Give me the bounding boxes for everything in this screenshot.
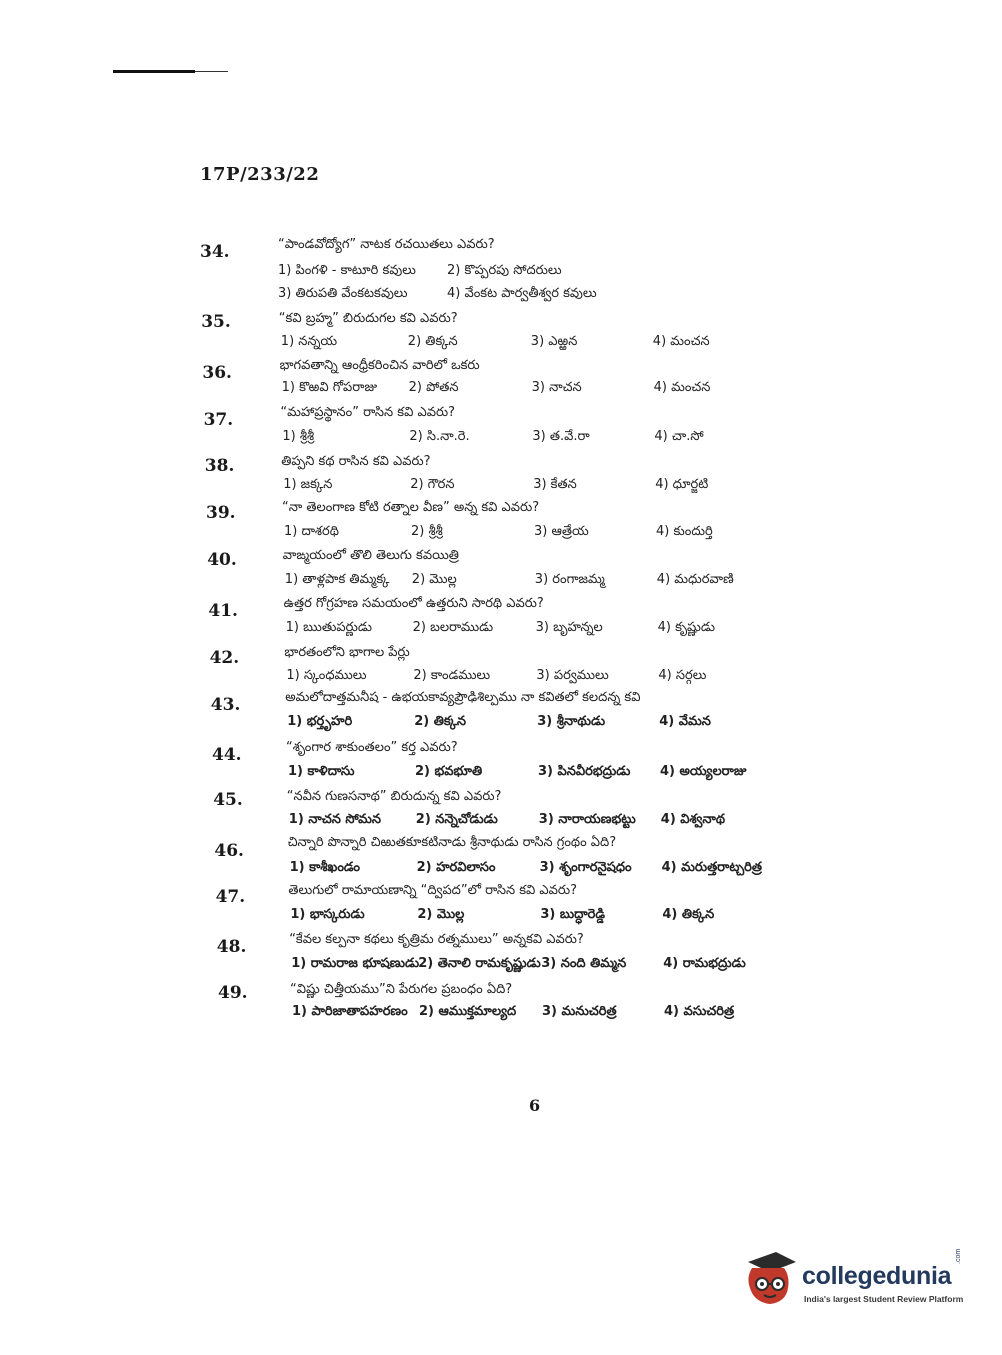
answer-option: 1) దాశరథి xyxy=(284,524,339,539)
answer-option: 2) సి.నా.రె. xyxy=(409,429,470,444)
question-number: 42. xyxy=(209,648,240,668)
answer-option: 2) మొల్ల xyxy=(411,572,457,587)
answer-option: 4) కుందుర్తి xyxy=(656,524,713,539)
answer-option: 2) మొల్ల xyxy=(417,907,465,922)
answer-option: 3) శృంగారనైషధం xyxy=(539,860,632,875)
answer-option: 3) రంగాజమ్మ xyxy=(534,572,605,587)
answer-option: 4) మధురవాణి xyxy=(656,572,734,587)
answer-option: 3) త.వే.రా xyxy=(532,429,590,444)
answer-option: 3) బృహన్నల xyxy=(535,620,603,635)
question-text: చిన్నారి పొన్నారి చిఱుతకూకటినాడు శ్రీనాథుడు రాసిన గ్రంథం ఏది? xyxy=(287,835,617,850)
answer-option: 1) పింగళి - కాటూరి కవులు xyxy=(278,263,416,278)
answer-option: 4) వసుచరిత్ర xyxy=(664,1004,735,1019)
answer-option: 3) ఆత్రేయ xyxy=(534,524,589,539)
answer-option: 1) శ్రీశ్రీ xyxy=(282,429,315,444)
answer-option: 3) మనుచరిత్ర xyxy=(542,1004,617,1019)
logo-domain-suffix: .com xyxy=(955,1248,962,1264)
answer-option: 3) పర్వములు xyxy=(536,668,609,683)
answer-option: 4) అయ్యలరాజు xyxy=(660,764,747,779)
answer-option: 3) ఎఱ్ఱన xyxy=(530,334,578,349)
question-number: 40. xyxy=(207,550,237,570)
question-number: 46. xyxy=(214,841,244,861)
question-text: అమలోదాత్తమనీష - ఉభయకావ్యప్రౌఢిశిల్పము నా కవితలో కలదన్న కవి xyxy=(285,690,641,705)
question-text: “విష్ణు చిత్తీయము”ని పేరుగల ప్రబంధం ఏది? xyxy=(290,982,513,997)
answer-option: 3) నారాయణభట్టు xyxy=(538,812,636,827)
answer-option: 1) ఋతుపర్ణుడు xyxy=(285,620,372,635)
answer-option: 4) రామభద్రుడు xyxy=(663,956,746,971)
answer-option: 1) నన్నయ xyxy=(280,334,338,349)
answer-option: 1) భాస్కరుడు xyxy=(290,907,365,922)
question-number: 44. xyxy=(212,745,242,765)
answer-option: 4) సర్గలు xyxy=(658,668,707,683)
answer-option: 2) కొప్పరపు సోదరులు xyxy=(447,263,562,278)
question-text: “కవి బ్రహ్మ” బిరుదుగల కవి ఎవరు? xyxy=(278,311,458,326)
answer-option: 2) గౌరన xyxy=(410,477,455,492)
question-text: తిప్పని కథ రాసిన కవి ఎవరు? xyxy=(281,454,431,469)
question-number: 34. xyxy=(200,242,230,262)
question-number: 45. xyxy=(213,790,243,810)
answer-option: 3) కేతన xyxy=(533,477,577,492)
logo-brand-name: collegedunia xyxy=(802,1262,952,1290)
answer-option: 3) తిరుపతి వేంకటకవులు xyxy=(278,286,408,301)
answer-option: 1) జక్కన xyxy=(283,477,333,492)
question-text: “మహాప్రస్థానం” రాసిన కవి ఎవరు? xyxy=(280,405,456,420)
answer-option: 1) కొఱవి గోపరాజు xyxy=(281,380,378,395)
answer-option: 2) హరవిలాసం xyxy=(416,860,496,875)
question-text: భాగవతాన్ని ఆంధ్రీకరించిన వారిలో ఒకరు xyxy=(279,358,480,373)
answer-option: 3) శ్రీనాథుడు xyxy=(537,714,606,729)
question-number: 48. xyxy=(216,937,247,957)
collegedunia-logo xyxy=(742,1248,972,1312)
top-rule xyxy=(113,70,195,73)
question-text: “నా తెలంగాణ కోటి రత్నాల వీణ” అన్న కవి ఎవరు? xyxy=(282,500,540,515)
answer-option: 4) మంచన xyxy=(653,380,711,395)
answer-option: 1) పారిజాతాపహరణం xyxy=(292,1004,408,1019)
answer-option: 4) మరుత్తరాట్చరిత్ర xyxy=(661,860,762,875)
question-number: 41. xyxy=(208,601,238,621)
answer-option: 4) కృష్ణుడు xyxy=(657,620,715,635)
answer-option: 2) నన్నెచోడుడు xyxy=(415,812,498,827)
answer-option: 1) నాచన సోమన xyxy=(288,812,382,827)
answer-option: 2) కాండములు xyxy=(413,668,491,683)
mascot-icon xyxy=(742,1248,798,1308)
question-text: తెలుగులో రామాయణాన్ని “ద్విపద”లో రాసిన కవి ఎవరు? xyxy=(288,883,578,898)
question-number: 37. xyxy=(203,410,234,430)
answer-option: 4) తిక్కన xyxy=(662,907,715,922)
answer-option: 1) కాశీఖండం xyxy=(289,860,360,875)
question-text: వాఙ్మయంలో తొలి తెలుగు కవయిత్రి xyxy=(282,548,459,563)
question-number: 43. xyxy=(210,695,241,715)
answer-option: 2) తెనాలి రామకృష్ణుడు xyxy=(418,956,541,971)
answer-option: 4) విశ్వనాథ xyxy=(660,812,726,827)
question-text: “నవీన గుణసనాథ” బిరుదున్న కవి ఎవరు? xyxy=(286,789,502,804)
answer-option: 1) రామరాజ భూషణుడు xyxy=(291,956,420,971)
question-text: భారతంలోని భాగాల పేర్లు xyxy=(284,645,410,660)
question-number: 39. xyxy=(206,503,236,523)
answer-option: 1) స్కంధములు xyxy=(286,668,367,683)
question-text: “కేవల కల్పనా కథలు కృత్రిమ రత్నములు” అన్నకవి ఎవరు? xyxy=(289,932,584,947)
question-number: 49. xyxy=(218,983,248,1003)
answer-option: 4) ధూర్జటి xyxy=(655,477,709,492)
answer-option: 2) ఆముక్తమాల్యద xyxy=(419,1004,517,1019)
answer-option: 2) పోతన xyxy=(408,380,459,395)
question-text: “పాండవోద్యోగ” నాటక రచయితలు ఎవరు? xyxy=(278,237,495,252)
answer-option: 3) బుద్ధారెడ్డి xyxy=(540,907,606,922)
answer-option: 4) వేంకట పార్వతీశ్వర కవులు xyxy=(447,286,597,301)
answer-option: 2) భవభూతి xyxy=(415,764,483,779)
question-number: 35. xyxy=(201,312,231,332)
question-number: 38. xyxy=(204,456,235,476)
logo-tagline: India's largest Student Review Platform xyxy=(804,1294,964,1304)
answer-option: 2) తిక్కన xyxy=(414,714,467,729)
top-rule-extension xyxy=(195,71,228,72)
paper-code: 17P/233/22 xyxy=(200,164,320,185)
answer-option: 4) మంచన xyxy=(652,334,710,349)
question-text: ఉత్తర గోగ్రహణ సమయంలో ఉత్తరుని సారథి ఎవరు? xyxy=(283,596,544,611)
answer-option: 2) బలరాముడు xyxy=(412,620,494,635)
question-number: 47. xyxy=(215,887,246,907)
answer-option: 4) వేమన xyxy=(659,714,711,729)
answer-option: 1) తాళ్లపాక తిమ్మక్క xyxy=(284,572,390,587)
page-number: 6 xyxy=(529,1096,541,1115)
answer-option: 1) భర్తృహరి xyxy=(287,714,353,729)
answer-option: 1) కాళిదాసు xyxy=(288,764,355,779)
answer-option: 3) పినవీరభద్రుడు xyxy=(538,764,631,779)
answer-option: 2) శ్రీశ్రీ xyxy=(411,524,443,539)
answer-option: 3) నంది తిమ్మన xyxy=(541,956,627,971)
question-text: “శృంగార శాకుంతలం” కర్త ఎవరు? xyxy=(286,740,458,755)
answer-option: 3) నాచన xyxy=(531,380,582,395)
answer-option: 2) తిక్కన xyxy=(407,334,458,349)
question-number: 36. xyxy=(202,363,232,383)
answer-option: 4) చా.సో xyxy=(654,429,704,444)
